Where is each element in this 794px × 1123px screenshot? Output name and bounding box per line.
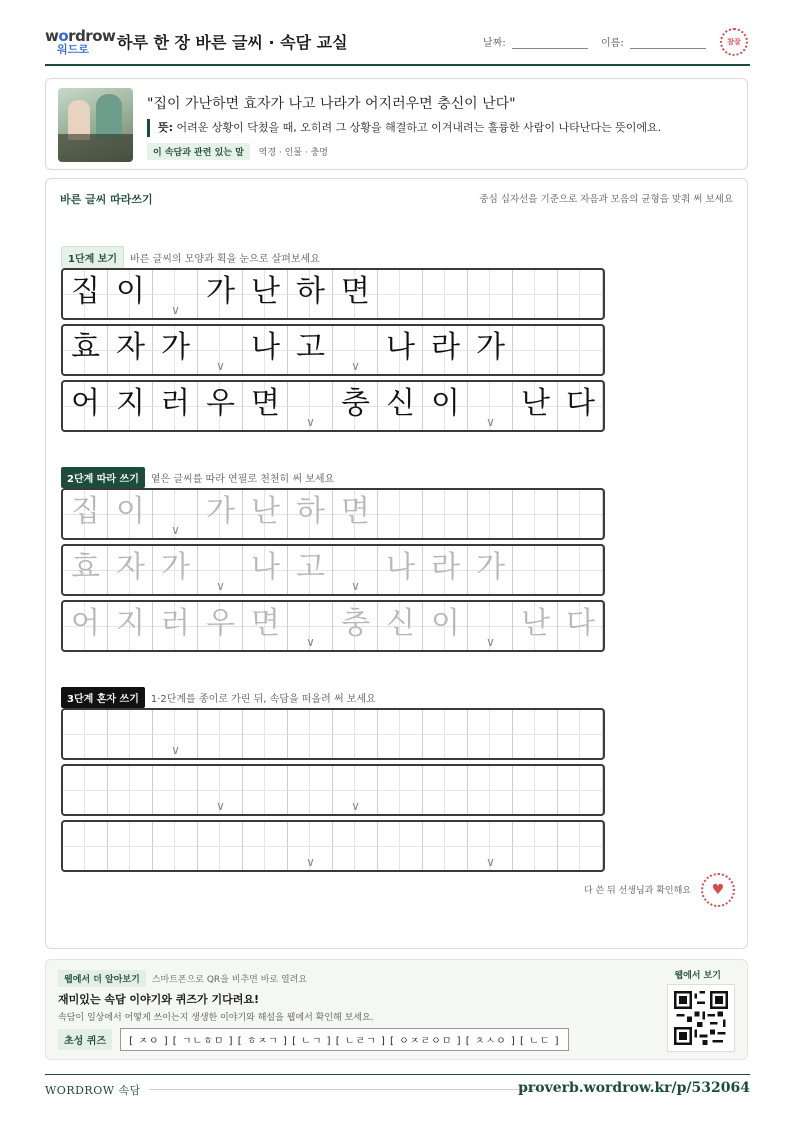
char-cell: 집 [71, 274, 100, 309]
char-cell[interactable]: 난 [251, 494, 280, 529]
empty-cell [423, 270, 468, 318]
char-cell[interactable]: 고 [296, 550, 325, 585]
empty-cell [603, 326, 605, 374]
empty-cell[interactable] [558, 766, 603, 814]
empty-cell[interactable] [468, 710, 513, 758]
step3-row-1[interactable] [61, 708, 605, 760]
char-cell: 고 [296, 330, 325, 365]
logo-korean: 워드로 [57, 43, 89, 56]
footer-url[interactable]: proverb.wordrow.kr/p/532064 [518, 1080, 750, 1096]
proverb-card [45, 78, 748, 170]
qr-code-icon[interactable] [667, 984, 735, 1052]
empty-cell [603, 382, 605, 430]
proverb-quote: "집이 가난하면 효자가 나고 나라가 어지러우면 충신이 난다" [147, 96, 516, 112]
char-cell[interactable]: 충 [341, 606, 370, 641]
empty-cell[interactable] [603, 822, 605, 870]
char-cell[interactable] [243, 766, 288, 814]
step2-badge: 2단계 따라 쓰기 [61, 467, 145, 488]
space-mark-cell [333, 326, 378, 374]
char-cell[interactable] [153, 822, 198, 870]
char-cell[interactable]: 면 [251, 606, 280, 641]
char-cell[interactable] [243, 822, 288, 870]
empty-cell [513, 270, 558, 318]
name-field[interactable] [601, 34, 706, 49]
char-cell[interactable] [108, 766, 153, 814]
space-mark-cell [198, 326, 243, 374]
char-cell[interactable] [558, 822, 603, 870]
char-cell[interactable] [63, 710, 108, 758]
space-mark-cell[interactable] [468, 602, 513, 650]
char-cell: 라 [431, 330, 460, 365]
step2-label [61, 467, 334, 488]
page-footer [45, 1074, 750, 1104]
char-cell[interactable] [288, 766, 333, 814]
step2-row-3[interactable] [61, 600, 605, 652]
step1-row-1 [61, 268, 605, 320]
step1-badge: 1단계 보기 [61, 246, 124, 269]
char-cell[interactable] [198, 822, 243, 870]
empty-cell[interactable] [558, 490, 603, 538]
char-cell[interactable]: 신 [386, 606, 415, 641]
web-tag: 웹에서 더 알아보기 [58, 970, 146, 987]
empty-cell [513, 326, 558, 374]
empty-cell[interactable] [603, 766, 605, 814]
stamp-icon: 참잘 [720, 28, 748, 56]
char-cell[interactable] [333, 822, 378, 870]
practice-title: 바른 글씨 따라쓰기 [60, 193, 153, 206]
empty-cell [378, 270, 423, 318]
space-mark-cell[interactable] [288, 602, 333, 650]
char-cell[interactable]: 가 [476, 550, 505, 585]
char-cell[interactable] [108, 710, 153, 758]
empty-cell[interactable] [558, 710, 603, 758]
web-tagline [58, 970, 307, 987]
char-cell: 우 [206, 386, 235, 421]
empty-cell [603, 270, 605, 318]
step1-row-3 [61, 380, 605, 432]
char-cell[interactable] [333, 710, 378, 758]
web-desc: 속담이 일상에서 어떻게 쓰이는지 생생한 이야기와 해설을 웹에서 확인해 보세요. [58, 1013, 374, 1023]
char-cell[interactable] [153, 766, 198, 814]
empty-cell[interactable] [603, 490, 605, 538]
step3-row-2[interactable] [61, 764, 605, 816]
char-cell: 면 [251, 386, 280, 421]
space-mark-cell[interactable] [333, 766, 378, 814]
char-cell: 나 [386, 330, 415, 365]
footer-divider [149, 1089, 540, 1090]
date-label: 날짜: [483, 38, 506, 49]
space-mark-cell[interactable] [333, 546, 378, 594]
char-cell[interactable] [108, 822, 153, 870]
char-cell[interactable]: 나 [251, 550, 280, 585]
char-cell[interactable] [423, 766, 468, 814]
space-mark-cell[interactable] [198, 546, 243, 594]
space-mark-cell[interactable] [153, 710, 198, 758]
meaning-text: 어려운 상황이 닥쳤을 때, 오히려 그 상황을 해결하고 이겨내려는 훌륭한 사람이 나타난다는 뜻이에요. [176, 121, 662, 134]
char-cell[interactable] [423, 822, 468, 870]
web-tagline-text: 스마트폰으로 QR을 비추면 바로 열려요 [151, 975, 308, 985]
char-cell: 난 [251, 274, 280, 309]
empty-cell[interactable] [468, 490, 513, 538]
date-field[interactable] [483, 34, 588, 49]
char-cell: 면 [341, 274, 370, 309]
step1-label [61, 246, 320, 269]
empty-cell [558, 270, 603, 318]
char-cell: 난 [521, 386, 550, 421]
char-cell[interactable]: 가 [161, 550, 190, 585]
char-cell[interactable] [468, 766, 513, 814]
char-cell: 나 [251, 330, 280, 365]
step2-row-1[interactable] [61, 488, 605, 540]
meaning-label: 뜻: [158, 121, 174, 134]
space-mark-cell[interactable] [468, 822, 513, 870]
wordrow-logo [45, 27, 116, 58]
logo-letters-rdrow: rdrow [68, 27, 116, 45]
step2-row-2[interactable] [61, 544, 605, 596]
practice-section [45, 178, 748, 949]
empty-cell[interactable] [423, 710, 468, 758]
empty-cell[interactable] [513, 546, 558, 594]
char-cell[interactable]: 지 [116, 606, 145, 641]
space-mark-cell [288, 382, 333, 430]
step3-desc: 1·2단계를 종이로 가린 뒤, 속담을 떠올려 써 보세요 [150, 694, 376, 705]
illustration-caption-band [58, 134, 133, 162]
logo-letter-w: w [45, 27, 59, 45]
date-line[interactable] [512, 37, 588, 49]
name-label: 이름: [601, 38, 624, 49]
empty-cell[interactable] [603, 546, 605, 594]
logo-letter-o: o [58, 27, 69, 45]
quiz-tag: 초성 퀴즈 [58, 1029, 112, 1050]
initial-quiz [58, 1028, 569, 1051]
char-cell: 러 [161, 386, 190, 421]
char-cell: 가 [206, 274, 235, 309]
page-header [45, 24, 750, 66]
space-mark-cell[interactable] [288, 822, 333, 870]
empty-cell [558, 326, 603, 374]
char-cell: 하 [296, 274, 325, 309]
char-cell[interactable]: 다 [566, 606, 595, 641]
web-headline: 재미있는 속담 이야기와 퀴즈가 기다려요! [58, 993, 259, 1006]
space-mark-cell[interactable] [198, 766, 243, 814]
char-cell[interactable] [243, 710, 288, 758]
related-words [147, 143, 328, 160]
step3-row-3[interactable] [61, 820, 605, 872]
char-cell[interactable] [513, 822, 558, 870]
char-cell: 신 [386, 386, 415, 421]
char-cell[interactable]: 하 [296, 494, 325, 529]
char-cell[interactable]: 이 [431, 606, 460, 641]
empty-cell[interactable] [603, 602, 605, 650]
empty-cell[interactable] [558, 546, 603, 594]
char-cell: 어 [71, 386, 100, 421]
char-cell: 지 [116, 386, 145, 421]
practice-hint: 중심 십자선을 기준으로 자음과 모음의 균형을 맞춰 써 보세요 [479, 194, 733, 205]
proverb-meaning [147, 119, 661, 137]
empty-cell[interactable] [603, 710, 605, 758]
step1-desc: 바른 글씨의 모양과 획을 눈으로 살펴보세요 [130, 254, 320, 265]
step3-label [61, 687, 376, 708]
empty-cell[interactable] [378, 710, 423, 758]
empty-cell[interactable] [513, 766, 558, 814]
space-mark-cell [153, 270, 198, 318]
char-cell: 자 [116, 330, 145, 365]
char-cell[interactable]: 라 [431, 550, 460, 585]
qr-label: 웹에서 보기 [674, 971, 721, 981]
char-cell[interactable] [288, 710, 333, 758]
step3-badge: 3단계 혼자 쓰기 [61, 687, 145, 708]
char-cell[interactable] [378, 766, 423, 814]
web-section [45, 959, 748, 1060]
empty-cell[interactable] [378, 490, 423, 538]
footer-brand: WORDROW 속담 [45, 1084, 141, 1097]
char-cell[interactable]: 러 [161, 606, 190, 641]
space-mark-cell [468, 382, 513, 430]
char-cell: 효 [71, 330, 100, 365]
char-cell[interactable]: 어 [71, 606, 100, 641]
step1-row-2 [61, 324, 605, 376]
char-cell[interactable] [63, 766, 108, 814]
qr-code-graphic [674, 991, 728, 1045]
char-cell: 가 [476, 330, 505, 365]
char-cell: 이 [116, 274, 145, 309]
char-cell: 가 [161, 330, 190, 365]
char-cell[interactable]: 난 [521, 606, 550, 641]
heart-stamp-icon [701, 873, 735, 907]
char-cell[interactable]: 우 [206, 606, 235, 641]
name-line[interactable] [630, 37, 706, 49]
char-cell: 이 [431, 386, 460, 421]
char-cell[interactable]: 효 [71, 550, 100, 585]
proverb-illustration [58, 88, 133, 162]
char-cell: 다 [566, 386, 595, 421]
related-words-list: 역경 · 인물 · 충명 [258, 148, 328, 158]
step2-desc: 옅은 글씨를 따라 연필로 천천히 써 보세요 [150, 474, 335, 485]
char-cell[interactable]: 집 [71, 494, 100, 529]
empty-cell [468, 270, 513, 318]
char-cell[interactable]: 이 [116, 494, 145, 529]
related-tag: 이 속담과 관련 있는 말 [147, 143, 250, 160]
char-cell[interactable]: 나 [386, 550, 415, 585]
space-mark-cell[interactable] [153, 490, 198, 538]
char-cell[interactable] [63, 822, 108, 870]
char-cell: 충 [341, 386, 370, 421]
char-cell[interactable]: 면 [341, 494, 370, 529]
quiz-box: [ ㅈㅇ ] [ ㄱㄴㅎㅁ ] [ ㅎㅈㄱ ] [ ㄴㄱ ] [ ㄴㄹㄱ ] [ ㅇㅈㄹㅇㅁ ] [ ㅊㅅㅇ ] [ ㄴㄷ ] [120, 1028, 568, 1051]
empty-cell[interactable] [513, 490, 558, 538]
char-cell[interactable]: 가 [206, 494, 235, 529]
teacher-confirm-text: 다 쓴 뒤 선생님과 확인해요 [583, 886, 691, 896]
char-cell[interactable] [198, 710, 243, 758]
empty-cell[interactable] [423, 490, 468, 538]
char-cell[interactable] [378, 822, 423, 870]
char-cell[interactable]: 자 [116, 550, 145, 585]
page-title: 하루 한 장 바른 글씨 · 속담 교실 [117, 33, 348, 52]
empty-cell[interactable] [513, 710, 558, 758]
